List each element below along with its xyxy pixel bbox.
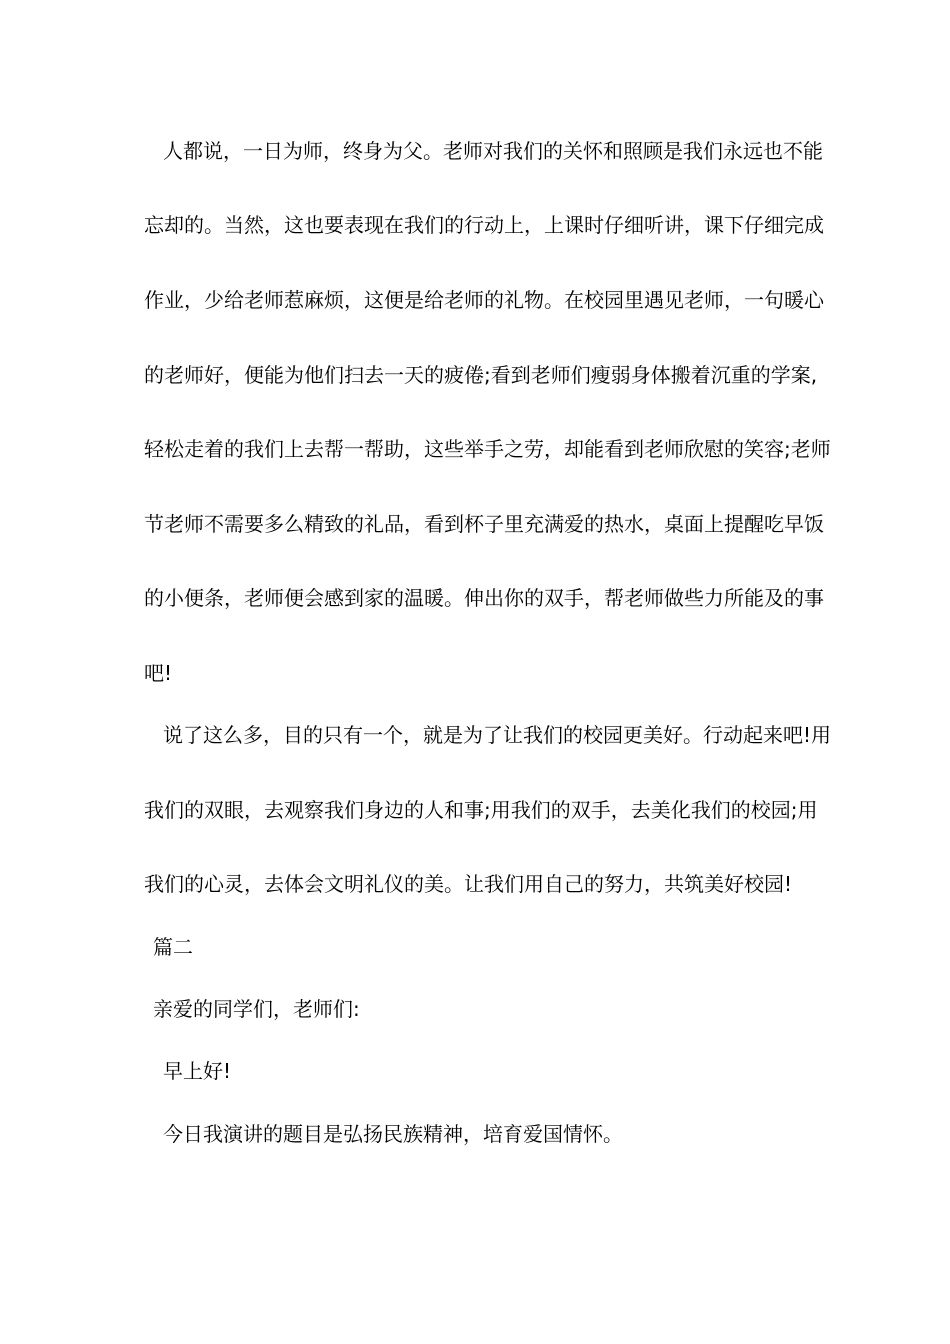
paragraph-1-line-7: 的小便条，老师便会感到家的温暖。伸出你的双手，帮老师做些力所能及的事 [144,586,824,610]
paragraph-1-line-1: 人都说，一日为师，终身为父。老师对我们的关怀和照顾是我们永远也不能 [163,139,823,163]
paragraph-1-line-5: 轻松走着的我们上去帮一帮助，这些举手之劳，却能看到老师欣慰的笑容;老师 [144,437,831,461]
paragraph-1-line-2: 忘却的。当然，这也要表现在我们的行动上，上课时仔细听讲，课下仔细完成 [144,213,824,237]
paragraph-2-line-2: 我们的双眼，去观察我们身边的人和事;用我们的双手，去美化我们的校园;用 [144,798,818,822]
paragraph-1-line-6: 节老师不需要多么精致的礼品，看到杯子里充满爱的热水，桌面上提醒吃早饭 [144,512,824,536]
paragraph-2-line-3: 我们的心灵，去体会文明礼仪的美。让我们用自己的努力，共筑美好校园! [144,872,793,896]
salutation: 亲爱的同学们，老师们: [153,997,360,1021]
speech-topic: 今日我演讲的题目是弘扬民族精神，培育爱国情怀。 [163,1122,623,1146]
paragraph-2-line-1: 说了这么多，目的只有一个，就是为了让我们的校园更美好。行动起来吧!用 [163,723,832,747]
section-heading: 篇二 [153,935,193,959]
paragraph-1-line-8: 吧! [144,661,173,685]
paragraph-1-line-3: 作业，少给老师惹麻烦，这便是给老师的礼物。在校园里遇见老师，一句暖心 [144,288,824,312]
greeting: 早上好! [163,1059,232,1083]
paragraph-1-line-4: 的老师好，便能为他们扫去一天的疲倦;看到老师们瘦弱身体搬着沉重的学案, [144,363,818,387]
